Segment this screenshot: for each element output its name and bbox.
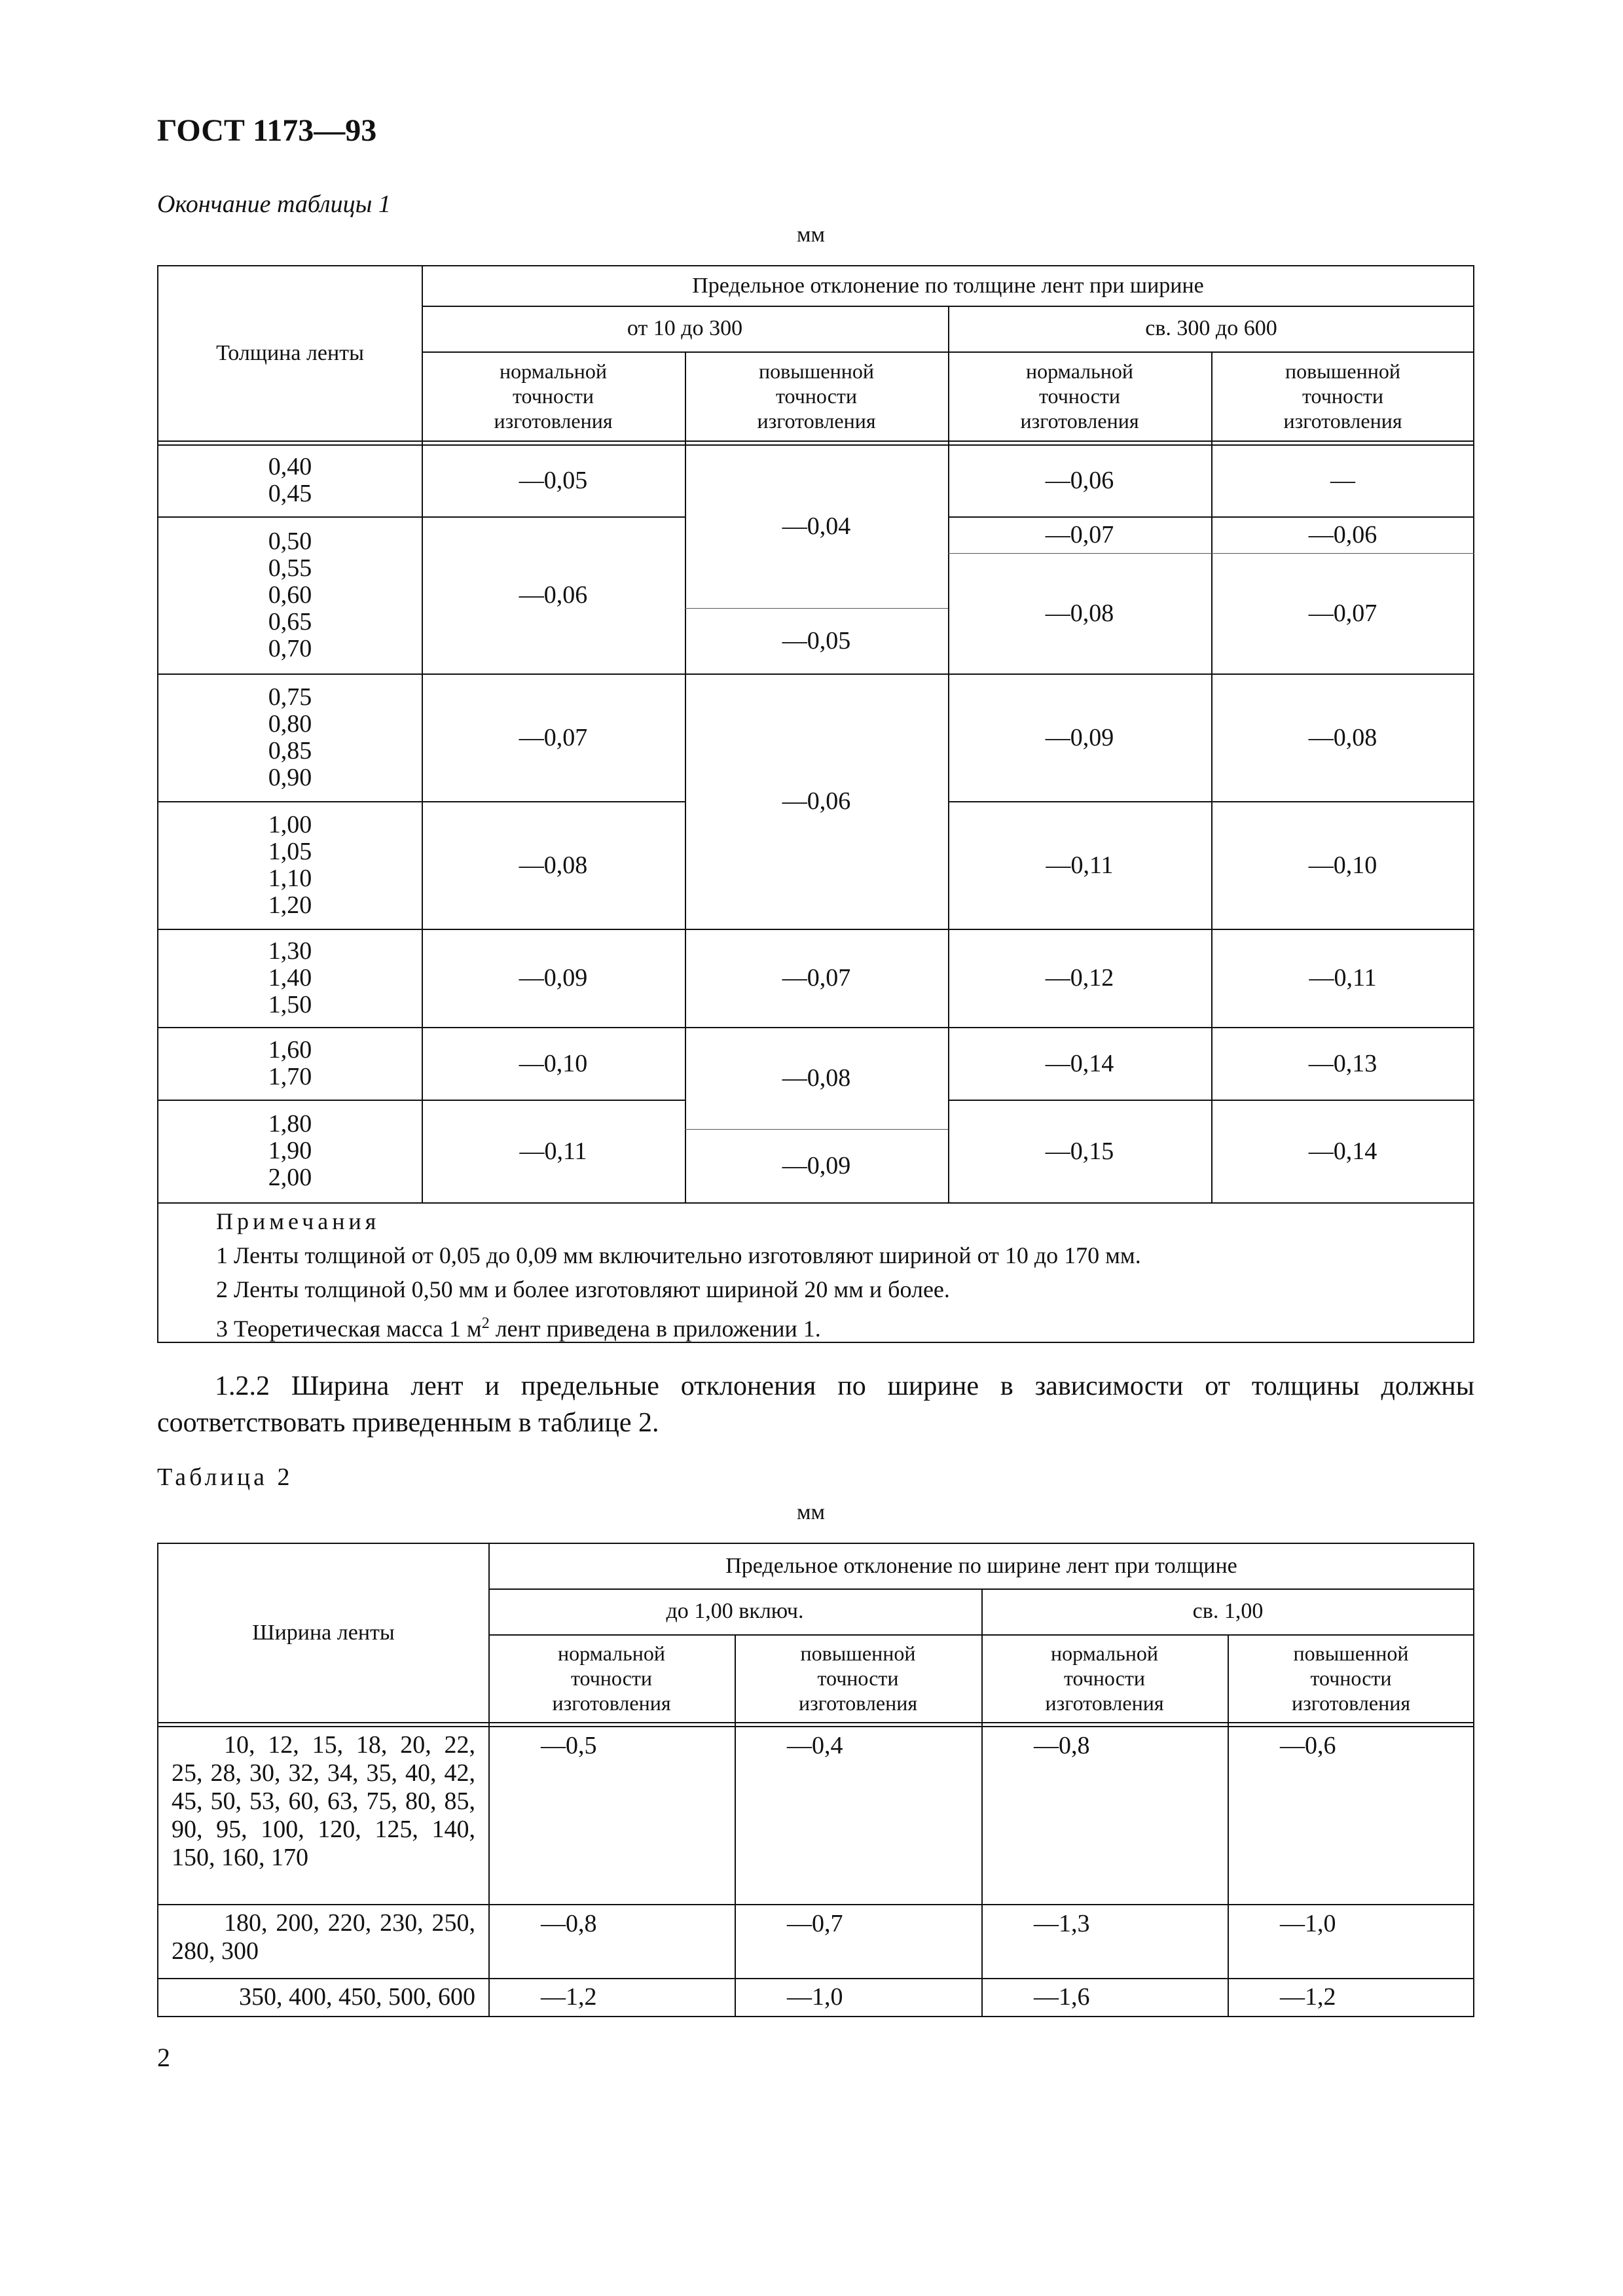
deviation-value: —1,3: [1034, 1910, 1090, 1937]
width-list: 10, 12, 15, 18, 20, 22, 25, 28, 30, 32, 34, 35, 40, 42, 45, 50, 53, 60, 63, 75, 80, 85, 90, 95, 100, 120, 125, 140, 150, 160, 170: [172, 1731, 475, 1871]
header-normal-accuracy: нормальной точности изготовления: [1020, 359, 1139, 433]
document-code: ГОСТ 1173—93: [157, 113, 377, 148]
deviation-value: —0,06: [782, 787, 851, 815]
deviation-value: —0,05: [519, 467, 588, 494]
thickness-group: 0,50 0,55 0,60 0,65 0,70: [268, 527, 312, 662]
deviation-value: —1,2: [541, 1983, 597, 2011]
width-list: 350, 400, 450, 500, 600: [239, 1982, 475, 2011]
deviation-value: —0,07: [519, 723, 588, 751]
deviation-value: —0,08: [1045, 600, 1114, 627]
header-high-accuracy: повышенной точности изготовления: [1291, 1641, 1411, 1715]
deviation-value: —0,09: [519, 964, 588, 992]
note-item: 2 Ленты толщиной 0,50 мм и более изготовляют шириной 20 мм и более.: [216, 1276, 950, 1302]
deviation-value: —0,7: [787, 1910, 843, 1937]
deviation-value: —1,0: [1280, 1910, 1336, 1937]
width-range-1: от 10 до 300: [627, 316, 743, 340]
deviation-value: —0,15: [1045, 1137, 1114, 1165]
deviation-value: —1,0: [787, 1983, 843, 2011]
grid-line: [158, 1202, 1474, 1204]
deviation-value: —0,14: [1308, 1137, 1377, 1165]
deviation-value: —0,5: [541, 1732, 597, 1759]
deviation-value: —0,07: [1308, 600, 1377, 627]
thickness-group: 1,00 1,05 1,10 1,20: [268, 810, 312, 919]
header-normal-accuracy: нормальной точности изготовления: [1045, 1641, 1164, 1715]
table1-notes: [216, 1204, 1141, 1346]
grid-line: [158, 440, 1474, 442]
deviation-value: —0,14: [1045, 1049, 1114, 1077]
deviation-value: —0,11: [1046, 851, 1114, 879]
deviation-value: —0,06: [1045, 467, 1114, 494]
table2-caption: Таблица 2: [157, 1463, 293, 1491]
deviation-value: —0,10: [1308, 851, 1377, 879]
thickness-range-2: св. 1,00: [1192, 1599, 1264, 1623]
width-range-2: св. 300 до 600: [1145, 316, 1277, 340]
table1-unit: мм: [797, 223, 826, 247]
thickness-range-1: до 1,00 включ.: [666, 1599, 804, 1623]
deviation-value: —0,08: [782, 1064, 851, 1092]
header-normal-accuracy: нормальной точности изготовления: [552, 1641, 671, 1715]
deviation-value: —0,06: [1308, 521, 1377, 548]
grid-line: [158, 1722, 1474, 1723]
deviation-value: —0,10: [519, 1049, 588, 1077]
page-number: 2: [157, 2043, 170, 2072]
header-high-accuracy: повышенной точности изготовления: [798, 1641, 918, 1715]
table1: [157, 265, 1474, 1343]
deviation-value: —1,2: [1280, 1983, 1336, 2011]
group-header: Предельное отклонение по толщине лент при ширине: [692, 274, 1204, 298]
deviation-value: —0,07: [782, 964, 851, 992]
deviation-value: —0,08: [519, 851, 588, 879]
deviation-value: —0,8: [541, 1910, 597, 1937]
thickness-group: 1,60 1,70: [268, 1035, 312, 1090]
header-high-accuracy: повышенной точности изготовления: [757, 359, 876, 433]
deviation-value: —0,09: [782, 1152, 851, 1179]
width-list: 180, 200, 220, 230, 250, 280, 300: [172, 1909, 475, 1965]
note-item: 3 Теоретическая масса 1 $м^2$ лент приведена в приложении 1.: [216, 1315, 821, 1342]
deviation-value: —0,09: [1045, 723, 1114, 751]
deviation-value: —0,11: [1309, 964, 1377, 992]
header-high-accuracy: повышенной точности изготовления: [1283, 359, 1402, 433]
group-header: Предельное отклонение по ширине лент при толщине: [725, 1554, 1237, 1578]
deviation-value: —0,4: [787, 1732, 843, 1759]
deviation-value: —0,07: [1045, 521, 1114, 548]
deviation-value: —0,06: [519, 581, 588, 609]
deviation-value: —0,6: [1280, 1732, 1336, 1759]
deviation-value: —0,13: [1308, 1049, 1377, 1077]
thickness-group: 1,30 1,40 1,50: [268, 937, 312, 1018]
note-item: 1 Ленты толщиной от 0,05 до 0,09 мм включительно изготовляют шириной от 10 до 170 мм.: [216, 1242, 1141, 1268]
deviation-value: —0,11: [519, 1137, 587, 1165]
deviation-value: —0,8: [1034, 1732, 1090, 1759]
deviation-value: —0,05: [782, 627, 851, 655]
deviation-value: —: [1330, 467, 1355, 494]
thickness-group: 1,80 1,90 2,00: [268, 1110, 312, 1191]
table2: [157, 1543, 1474, 2017]
row-header-thickness: Толщина ленты: [216, 341, 364, 365]
row-header-width: Ширина ленты: [252, 1621, 395, 1645]
header-normal-accuracy: нормальной точности изготовления: [494, 359, 613, 433]
notes-title: Примечания: [216, 1208, 380, 1234]
deviation-value: —0,08: [1308, 723, 1377, 751]
table2-unit: мм: [797, 1500, 826, 1524]
thickness-group: 0,75 0,80 0,85 0,90: [268, 683, 312, 791]
deviation-value: —1,6: [1034, 1983, 1090, 2011]
thickness-group: 0,40 0,45: [268, 453, 312, 507]
paragraph-1-2-2: 1.2.2 Ширина лент и предельные отклонения по ширине в зависимости от толщины должны соответствовать приведенным в таблице 2.: [157, 1371, 1474, 1438]
deviation-value: —0,12: [1045, 964, 1114, 992]
table1-caption: Окончание таблицы 1: [157, 190, 391, 218]
deviation-value: —0,04: [782, 512, 851, 540]
